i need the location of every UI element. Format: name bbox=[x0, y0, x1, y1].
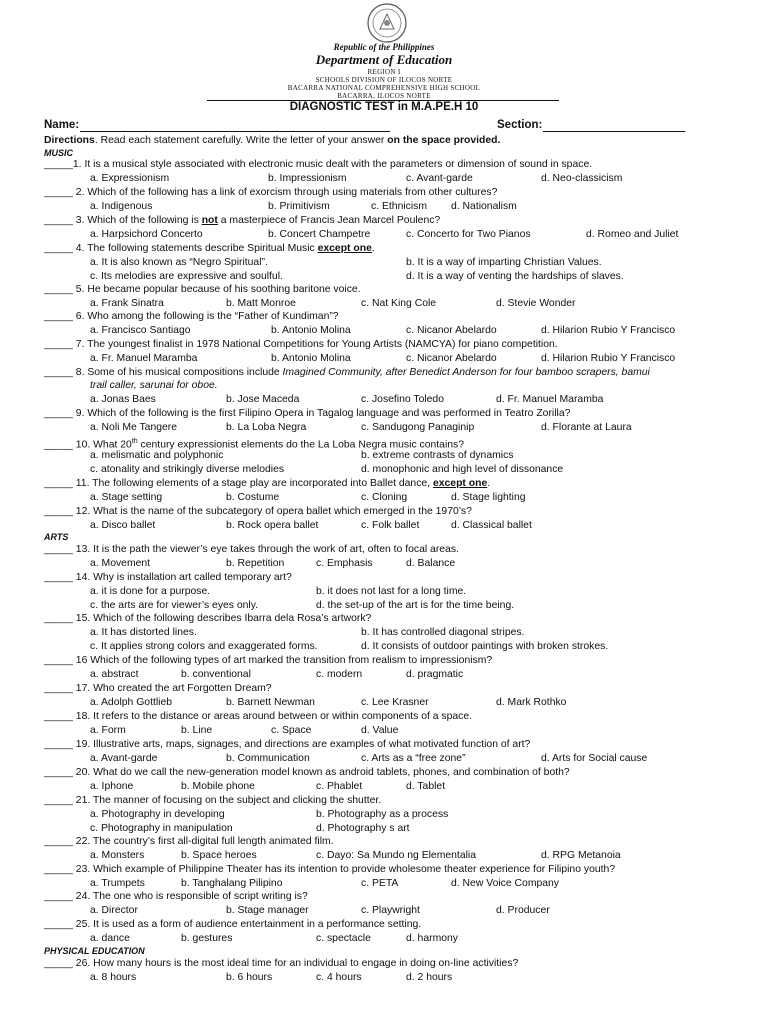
option: b. Barnett Newman bbox=[226, 697, 315, 708]
option: b. Matt Monroe bbox=[226, 298, 296, 309]
option: c. Photography in manipulation bbox=[90, 823, 233, 834]
option: c. Sandugong Panaginip bbox=[361, 422, 475, 433]
question-11: _____ 11. The following elements of a stage play are incorporated into Ballet dance, except one. bbox=[44, 478, 491, 489]
option: a. Fr. Manuel Maramba bbox=[90, 353, 198, 364]
option: a. Movement bbox=[90, 558, 151, 569]
option: c. Dayo: Sa Mundo ng Elementalia bbox=[316, 850, 476, 861]
option: d. Florante at Laura bbox=[541, 422, 632, 433]
option: c. Nicanor Abelardo bbox=[406, 325, 497, 336]
option: d. Tablet bbox=[406, 781, 446, 792]
option: a. Form bbox=[90, 725, 126, 736]
option: d. Classical ballet bbox=[451, 520, 532, 531]
option: b. gestures bbox=[181, 933, 233, 944]
option: b. Concert Champetre bbox=[268, 229, 371, 240]
option: b. Space heroes bbox=[181, 850, 257, 861]
option: a. Expressionism bbox=[90, 173, 170, 184]
question-10: _____ 10. What 20th century expressionist elements do the La Loba Negra music contains? bbox=[44, 438, 465, 451]
option: d. It consists of outdoor paintings with broken strokes. bbox=[361, 641, 609, 652]
option: a. Adolph Gottlieb bbox=[90, 697, 173, 708]
option: a. Director bbox=[90, 905, 138, 916]
option: c. Concerto for Two Pianos bbox=[406, 229, 531, 240]
option: b. Stage manager bbox=[226, 905, 309, 916]
option: b. It has controlled diagonal stripes. bbox=[361, 627, 525, 638]
question-16: _____ 16 Which of the following types of art marked the transition from realism to impressionism? bbox=[44, 655, 493, 666]
option: a. 8 hours bbox=[90, 972, 137, 983]
question-15: _____ 15. Which of the following describes Ibarra dela Rosa’s artwork? bbox=[44, 613, 372, 624]
option: a. Photography in developing bbox=[90, 809, 225, 820]
page-title: DIAGNOSTIC TEST in M.A.PE.H 10 bbox=[289, 101, 479, 113]
question-8-continued: trail caller, sarunai for oboe. bbox=[90, 380, 218, 391]
question-25: _____ 25. It is used as a form of audience entertainment in a performance setting. bbox=[44, 919, 422, 930]
option: c. the arts are for viewer’s eyes only. bbox=[90, 600, 259, 611]
section-music: MUSIC bbox=[44, 148, 73, 158]
question-4: _____ 4. The following statements describe Spiritual Music except one. bbox=[44, 243, 375, 254]
option: a. abstract bbox=[90, 669, 139, 680]
option: d. Arts for Social cause bbox=[541, 753, 648, 764]
question-22: _____ 22. The country’s first all-digital full length animated film. bbox=[44, 836, 334, 847]
location-label: BACARRA, ILOCOS NORTE bbox=[337, 92, 431, 100]
option: d. Mark Rothko bbox=[496, 697, 567, 708]
option: a. Noli Me Tangere bbox=[90, 422, 178, 433]
question-18: _____ 18. It refers to the distance or areas around between or within components of a space. bbox=[44, 711, 473, 722]
question-19: _____ 19. Illustrative arts, maps, signages, and directions are examples of what motivated function of art? bbox=[44, 739, 531, 750]
option: b. It is a way of imparting Christian Values. bbox=[406, 257, 602, 268]
option: d. Producer bbox=[496, 905, 550, 916]
option: d. Value bbox=[361, 725, 399, 736]
question-2: _____ 2. Which of the following has a link of exorcism through using materials from other cultures? bbox=[44, 187, 498, 198]
directions: Directions. Read each statement carefully. Write the letter of your answer on the space provided. bbox=[44, 135, 501, 146]
option: d. Stevie Wonder bbox=[496, 298, 576, 309]
question-7: _____ 7. The youngest finalist in 1978 National Competitions for Young Artists (NAMCYA) for piano competition. bbox=[44, 339, 558, 350]
option: d. Neo-classicism bbox=[541, 173, 623, 184]
option: b. it does not last for a long time. bbox=[316, 586, 467, 597]
option: c. Josefino Toledo bbox=[361, 394, 444, 405]
option: d. Hilarion Rubio Y Francisco bbox=[541, 353, 676, 364]
option: d. It is a way of venting the hardships of slaves. bbox=[406, 271, 624, 282]
option: d. Romeo and Juliet bbox=[586, 229, 679, 240]
option: a. Iphone bbox=[90, 781, 134, 792]
option: c. Cloning bbox=[361, 492, 408, 503]
question-9: _____ 9. Which of the following is the first Filipino Opera in Tagalog language and was performed in Teatro Zorilla? bbox=[44, 408, 571, 419]
option: c. Arts as a “free zone” bbox=[361, 753, 466, 764]
option: c. Emphasis bbox=[316, 558, 373, 569]
option: b. Photography as a process bbox=[316, 809, 449, 820]
option: b. extreme contrasts of dynamics bbox=[361, 450, 514, 461]
question-14: _____ 14. Why is installation art called temporary art? bbox=[44, 572, 292, 583]
option: c. spectacle bbox=[316, 933, 371, 944]
question-3: _____ 3. Which of the following is not a masterpiece of Francis Jean Marcel Poulenc? bbox=[44, 215, 441, 226]
option: b. Tanghalang Pilipino bbox=[181, 878, 283, 889]
option: c. Ethnicism bbox=[371, 201, 428, 212]
question-26: _____ 26. How many hours is the most ideal time for an individual to engage in doing on-line activities? bbox=[44, 958, 519, 969]
section-field[interactable] bbox=[543, 120, 685, 132]
option: d. monophonic and high level of dissonance bbox=[361, 464, 564, 475]
option: a. Stage setting bbox=[90, 492, 163, 503]
option: a. It has distorted lines. bbox=[90, 627, 197, 638]
option: d. RPG Metanoia bbox=[541, 850, 621, 861]
option: a. dance bbox=[90, 933, 130, 944]
option: c. Folk ballet bbox=[361, 520, 420, 531]
option: a. Jonas Baes bbox=[90, 394, 156, 405]
option: b. Costume bbox=[226, 492, 280, 503]
option: c. Its melodies are expressive and soulful. bbox=[90, 271, 283, 282]
option: d. New Voice Company bbox=[451, 878, 560, 889]
option: b. Antonio Molina bbox=[271, 353, 351, 364]
option: c. Phablet bbox=[316, 781, 363, 792]
section-arts: ARTS bbox=[44, 532, 69, 542]
option: b. La Loba Negra bbox=[226, 422, 307, 433]
question-23: _____ 23. Which example of Philippine Theater has its intention to provide wholesome theater experience for Filipino youth? bbox=[44, 864, 616, 875]
option: d. Stage lighting bbox=[451, 492, 526, 503]
option: c. Playwright bbox=[361, 905, 420, 916]
section-label: Section: bbox=[497, 119, 543, 131]
question-20: _____ 20. What do we call the new-generation model known as android tablets, phones, and combination of both? bbox=[44, 767, 570, 778]
option: d. Nationalism bbox=[451, 201, 517, 212]
option: b. Communication bbox=[226, 753, 310, 764]
option: a. it is done for a purpose. bbox=[90, 586, 211, 597]
option: c. modern bbox=[316, 669, 363, 680]
option: a. Monsters bbox=[90, 850, 145, 861]
option: a. Avant-garde bbox=[90, 753, 158, 764]
question-17: _____ 17. Who created the art Forgotten Dream? bbox=[44, 683, 272, 694]
option: d. the set-up of the art is for the time being. bbox=[316, 600, 515, 611]
deped-seal-icon bbox=[366, 2, 408, 44]
section-physical-education: PHYSICAL EDUCATION bbox=[44, 946, 145, 956]
school-label: BACARRA NATIONAL COMPREHENSIVE HIGH SCHOOL bbox=[287, 84, 481, 92]
option: b. Primitivism bbox=[268, 201, 330, 212]
question-5: _____ 5. He became popular because of his soothing baritone voice. bbox=[44, 284, 361, 295]
region-label: REGION I bbox=[367, 68, 401, 76]
name-label: Name: bbox=[44, 119, 80, 131]
question-12: _____ 12. What is the name of the subcategory of opera ballet which emerged in the 1970’s? bbox=[44, 506, 472, 517]
option: d. Photography s art bbox=[316, 823, 410, 834]
question-1: _____1. It is a musical style associated with electronic music dealt with the parameters or dimension of sound in space. bbox=[44, 159, 593, 170]
option: d. Fr. Manuel Maramba bbox=[496, 394, 604, 405]
option: b. Line bbox=[181, 725, 213, 736]
option: a. Disco ballet bbox=[90, 520, 156, 531]
question-24: _____ 24. The one who is responsible of script writing is? bbox=[44, 891, 308, 902]
option: d. Hilarion Rubio Y Francisco bbox=[541, 325, 676, 336]
option: a. It is also known as “Negro Spiritual”. bbox=[90, 257, 268, 268]
option: a. Indigenous bbox=[90, 201, 153, 212]
option: c. Avant-garde bbox=[406, 173, 473, 184]
question-6: _____ 6. Who among the following is the “Father of Kundiman”? bbox=[44, 311, 339, 322]
option: b. Rock opera ballet bbox=[226, 520, 319, 531]
option: c. PETA bbox=[361, 878, 399, 889]
option: c. It applies strong colors and exaggerated forms. bbox=[90, 641, 318, 652]
option: c. 4 hours bbox=[316, 972, 362, 983]
option: c. Space bbox=[271, 725, 312, 736]
department-label: Department of Education bbox=[315, 52, 453, 67]
option: a. Harpsichord Concerto bbox=[90, 229, 203, 240]
question-21: _____ 21. The manner of focusing on the subject and clicking the shutter. bbox=[44, 795, 382, 806]
option: b. Jose Maceda bbox=[226, 394, 300, 405]
option: c. Nicanor Abelardo bbox=[406, 353, 497, 364]
option: a. melismatic and polyphonic bbox=[90, 450, 224, 461]
question-8: _____ 8. Some of his musical compositions include Imagined Community, after Benedict Anderson for four bamboo scrapers, bamui bbox=[44, 367, 650, 378]
option: d. Balance bbox=[406, 558, 456, 569]
name-field[interactable] bbox=[80, 120, 390, 132]
option: c. Nat King Cole bbox=[361, 298, 437, 309]
option: b. conventional bbox=[181, 669, 251, 680]
option: d. 2 hours bbox=[406, 972, 453, 983]
option: c. atonality and strikingly diverse melodies bbox=[90, 464, 285, 475]
option: a. Frank Sinatra bbox=[90, 298, 164, 309]
option: d. harmony bbox=[406, 933, 458, 944]
option: b. Repetition bbox=[226, 558, 285, 569]
option: b. Impressionism bbox=[268, 173, 347, 184]
option: b. Mobile phone bbox=[181, 781, 255, 792]
option: a. Francisco Santiago bbox=[90, 325, 191, 336]
option: b. 6 hours bbox=[226, 972, 273, 983]
question-13: _____ 13. It is the path the viewer’s eye takes through the work of art, often to focal areas. bbox=[44, 544, 459, 555]
option: d. pragmatic bbox=[406, 669, 464, 680]
option: b. Antonio Molina bbox=[271, 325, 351, 336]
republic-label: Republic of the Philippines bbox=[333, 42, 435, 52]
option: a. Trumpets bbox=[90, 878, 145, 889]
option: c. Lee Krasner bbox=[361, 697, 429, 708]
division-label: SCHOOLS DIVISION OF ILOCOS NORTE bbox=[315, 76, 453, 84]
